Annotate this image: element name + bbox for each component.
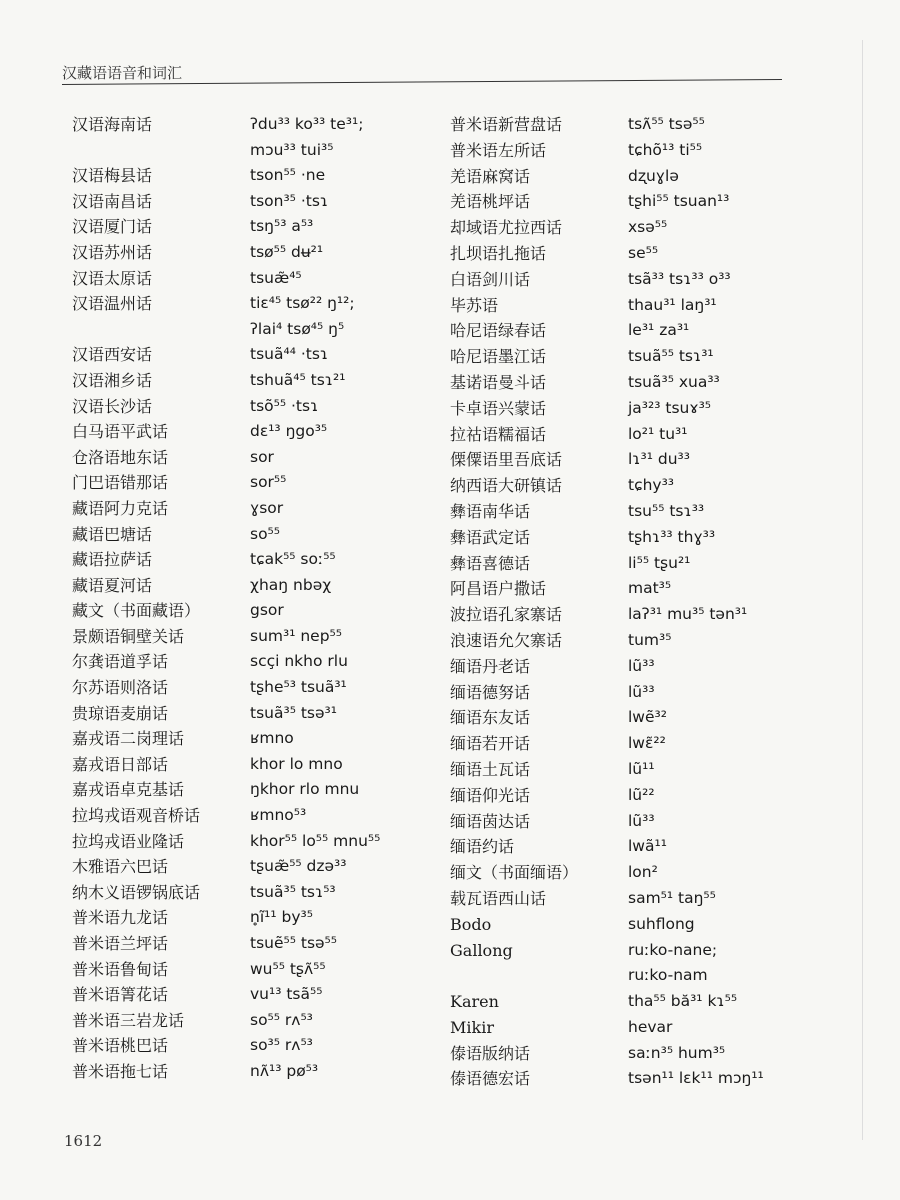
entry-row [72,854,452,880]
language-name: 拉坞戎语业隆话 [72,831,185,851]
entry-row [450,112,810,138]
word-form: tson⁵⁵ ·ne [250,166,326,185]
language-name: 汉语南昌话 [72,191,153,211]
entry-row [72,291,452,317]
word-form: tsø⁵⁵ dʉ²¹ [250,242,324,261]
language-name: 缅语约话 [450,837,515,857]
entry-row [450,1066,810,1092]
language-name: 普米语桃巴话 [72,1036,169,1056]
entry-row [72,752,452,778]
language-name: 汉语太原话 [72,268,153,288]
word-form: lwẽ³² [628,708,667,727]
word-form: lũ³³ [628,811,655,830]
language-name: 缅文（书面缅语） [450,863,579,883]
word-form: ʁmno [250,729,294,748]
language-name: 哈尼语绿春话 [450,321,547,341]
page-header: 汉藏语语音和词汇 [62,64,183,82]
language-name: 藏文（书面藏语） [72,601,201,621]
language-name: 普米语三岩龙话 [72,1010,185,1030]
entry-row [72,726,452,752]
language-name: 纳西语大研镇话 [450,476,563,496]
language-name: 傣语德宏话 [450,1069,531,1089]
language-name: 缅语德努话 [450,682,531,702]
language-name: 汉语苏州话 [72,242,153,262]
entry-row [450,164,810,190]
entry-row [450,963,810,989]
word-form: tsʌ̃⁵⁵ tsə⁵⁵ [628,115,705,133]
entry-row [450,576,810,602]
language-name: 浪速语允欠寨话 [450,630,563,650]
word-form: tsuẽ⁵⁵ tsə⁵⁵ [250,934,337,952]
word-form: lũ³³ [628,682,655,701]
word-form: tiɛ⁴⁵ tsø²² ŋ¹²; [250,294,355,313]
word-form: se⁵⁵ [628,243,659,262]
word-form: ruːko-nam [628,966,708,985]
entry-row [450,215,810,241]
word-form: tsŋ⁵³ a⁵³ [250,217,314,236]
entry-row [450,473,810,499]
language-name: 木雅语六巴话 [72,857,169,877]
entry-row [450,731,810,757]
language-name: 毕苏语 [450,295,499,315]
entry-row [72,1033,452,1059]
word-form: khor⁵⁵ lo⁵⁵ mnu⁵⁵ [250,831,381,850]
entry-row [450,783,810,809]
entry-row [72,317,452,343]
entry-row [450,705,810,731]
language-name: Mikir [450,1017,494,1037]
entry-row [72,905,452,931]
entry-row [72,803,452,829]
entry-row [450,422,810,448]
language-name: 普米语左所话 [450,140,547,160]
word-form: ʔdu³³ ko³³ te³¹; [250,115,364,133]
language-name: 扎坝语扎拖话 [450,243,547,263]
language-name: 载瓦语西山话 [450,888,547,908]
language-name: 门巴语错那话 [72,473,169,493]
entry-row [450,938,810,964]
language-name: 仓洛语地东话 [72,447,169,467]
entry-row [72,445,452,471]
word-form: vu¹³ tsã⁵⁵ [250,985,323,1004]
word-form: lũ²² [628,785,655,804]
language-name: 羌语桃坪话 [450,192,531,212]
language-name: 缅语茵达话 [450,811,531,831]
word-form: lwɛ̃²² [628,734,666,753]
word-form: tha⁵⁵ bă³¹ kɿ⁵⁵ [628,992,738,1011]
language-name: 普米语九龙话 [72,908,169,928]
entry-row [72,138,452,164]
entry-row [72,112,452,138]
word-form: tʂuæ̃⁵⁵ dzə³³ [250,857,347,876]
language-name: 普米语箐花话 [72,985,169,1005]
language-name: 景颇语铜壁关话 [72,626,185,646]
language-name: 汉语梅县话 [72,166,153,186]
language-name: 却域语尤拉西话 [450,218,563,238]
word-form: ɣsor [250,498,284,517]
word-form: sor [250,447,274,466]
word-form: hevar [628,1017,673,1036]
language-name: 纳木义语锣锅底话 [72,882,201,902]
word-form: sam⁵¹ taŋ⁵⁵ [628,888,716,907]
word-form: tsu⁵⁵ tsɿ³³ [628,501,705,520]
entry-row [72,1008,452,1034]
word-form: li⁵⁵ tʂu²¹ [628,553,691,572]
entry-row [72,880,452,906]
entry-row [72,547,452,573]
language-name: 贵琼语麦崩话 [72,703,169,723]
word-form: ruːko-nane; [628,940,718,959]
language-name: 彝语喜德话 [450,553,531,573]
entry-row [72,189,452,215]
word-form: n̥ĩ¹¹ by³⁵ [250,908,313,927]
entry-row [72,649,452,675]
language-name: 汉语厦门话 [72,217,153,237]
word-form: tsuã³⁵ tsə³¹ [250,703,337,722]
language-name: 傈僳语里吾底话 [450,450,563,470]
word-form: tsã³³ tsɿ³³ o³³ [628,269,731,288]
word-form: lɿ³¹ du³³ [628,450,690,469]
word-form: sum³¹ nep⁵⁵ [250,626,342,645]
word-form: mat³⁵ [628,579,672,598]
entry-row [450,293,810,319]
word-form: tsuæ̃⁴⁵ [250,268,302,287]
language-name: 彝语武定话 [450,527,531,547]
word-form: lũ¹¹ [628,759,655,778]
word-form: tsõ⁵⁵ ·tsɿ [250,396,319,415]
entry-row [72,214,452,240]
language-name: 藏语阿力克话 [72,498,169,518]
word-form: tɕhõ¹³ ti⁵⁵ [628,140,703,159]
word-form: lũ³³ [628,656,655,675]
word-form: tsuã⁵⁵ tsɿ³¹ [628,347,714,366]
entry-row [450,680,810,706]
entry-row [450,318,810,344]
word-form: nʌ̃¹³ pø⁵³ [250,1061,319,1080]
word-form: ʔlai⁴ tsø⁴⁵ ŋ⁵ [250,319,345,338]
word-form: χhaŋ nbəχ [250,575,332,594]
entry-row [72,701,452,727]
language-name: 汉语西安话 [72,345,153,365]
entry-row [72,342,452,368]
language-name: 彝语南华话 [450,501,531,521]
page-number: 1612 [64,1132,103,1150]
entry-row [450,344,810,370]
entry-row [450,602,810,628]
word-form: tson³⁵ ·tsɿ [250,191,329,210]
language-name: 羌语麻窝话 [450,166,531,186]
entry-row [72,982,452,1008]
word-form: tum³⁵ [628,630,672,649]
word-form: tsuã⁴⁴ ·tsɿ [250,345,329,364]
language-name: 卡卓语兴蒙话 [450,398,547,418]
right-column [450,112,810,1092]
entry-row [450,1015,810,1041]
language-name: 藏语夏河话 [72,575,153,595]
entry-row [450,551,810,577]
language-name: 基诺语曼斗话 [450,372,547,392]
word-form: khor lo mno [250,754,343,773]
language-name: 普米语新营盘话 [450,115,563,134]
word-form: scçi nkho rlu [250,652,348,671]
language-name: 波拉语孔家寨话 [450,605,563,625]
entry-row [72,163,452,189]
word-form: tsuã³⁵ tsɿ⁵³ [250,882,336,901]
word-form: dɛ¹³ ŋgo³⁵ [250,422,328,441]
entry-row [450,447,810,473]
language-name: 白马语平武话 [72,422,169,442]
word-form: wu⁵⁵ tʂʌ̃⁵⁵ [250,959,326,978]
language-name: 汉语温州话 [72,294,153,314]
language-name: 汉语长沙话 [72,396,153,416]
entry-row [72,829,452,855]
word-form: mɔu³³ tui³⁵ [250,140,334,159]
entry-row [450,989,810,1015]
word-form: tʂhɿ³³ thɣ³³ [628,527,716,546]
word-form: dʐuɣlə [628,166,679,185]
word-form: ja³²³ tsuɤ³⁵ [628,398,712,417]
word-form: tsən¹¹ lɛk¹¹ mɔŋ¹¹ [628,1069,764,1088]
word-form: tʂhe⁵³ tsuã³¹ [250,678,347,697]
word-form: ʁmno⁵³ [250,806,307,825]
language-name: 藏语巴塘话 [72,524,153,544]
word-form: suhflong [628,914,695,933]
entry-row [450,886,810,912]
language-name: Bodo [450,914,492,934]
language-name: 阿昌语户撒话 [450,579,547,599]
entry-row [450,860,810,886]
word-form: so⁵⁵ [250,524,280,543]
word-form: sor⁵⁵ [250,473,287,492]
language-name: Karen [450,992,499,1012]
word-form: lwã¹¹ [628,837,667,856]
entry-row [72,1059,452,1085]
language-name: 缅语仰光话 [450,785,531,805]
entry-row [72,470,452,496]
word-form: tsuã³⁵ xua³³ [628,372,720,391]
language-name: 嘉戎语卓克基话 [72,780,185,800]
word-form: le³¹ za³¹ [628,321,690,340]
language-name: 缅语丹老话 [450,656,531,676]
entry-row [72,598,452,624]
word-form: tɕak⁵⁵ soː⁵⁵ [250,550,336,569]
language-name: 普米语鲁甸话 [72,959,169,979]
language-name: 缅语东友话 [450,708,531,728]
language-name: 缅语土瓦话 [450,759,531,779]
word-form: so³⁵ rʌ⁵³ [250,1036,313,1055]
language-name: 傣语版纳话 [450,1043,531,1063]
word-form: saːn³⁵ hum³⁵ [628,1043,726,1062]
entry-row [72,777,452,803]
word-form: so⁵⁵ rʌ⁵³ [250,1010,313,1029]
entry-row [72,496,452,522]
entry-row [72,624,452,650]
entry-row [450,370,810,396]
entry-row [450,267,810,293]
entry-row [450,138,810,164]
word-form: tshuã⁴⁵ tsɿ²¹ [250,370,346,389]
entry-row [450,757,810,783]
entry-row [450,396,810,422]
entry-row [72,419,452,445]
language-name: 普米语兰坪话 [72,934,169,953]
entry-row [72,522,452,548]
entry-row [72,240,452,266]
entry-row [450,834,810,860]
language-name: 藏语拉萨话 [72,550,153,570]
language-name: 拉坞戎语观音桥话 [72,806,201,826]
entry-row [72,957,452,983]
language-name: Gallong [450,940,513,960]
entry-row [450,525,810,551]
word-form: ŋkhor rlo mnu [250,780,360,799]
entry-row [450,628,810,654]
language-name: 嘉戎语二岗理话 [72,729,185,749]
language-name: 尔龚语道孚话 [72,652,169,672]
left-column [72,112,452,1085]
entry-row [450,654,810,680]
word-form: thau³¹ laŋ³¹ [628,295,717,314]
page-edge-line [862,40,863,1140]
language-name: 汉语海南话 [72,115,153,134]
entry-row [72,368,452,394]
word-form: gsor [250,601,284,620]
language-name: 拉祜语糯福话 [450,424,547,444]
language-name: 尔苏语则洛话 [72,678,169,698]
word-form: tʂhi⁵⁵ tsuan¹³ [628,192,730,211]
language-name: 缅语若开话 [450,734,531,754]
word-form: lo²¹ tu³¹ [628,424,688,443]
entry-row [450,1041,810,1067]
language-name: 嘉戎语日部话 [72,754,169,774]
entry-row [72,266,452,292]
language-name: 汉语湘乡话 [72,370,153,390]
word-form: lon² [628,863,658,882]
entry-row [72,573,452,599]
entry-row [72,394,452,420]
word-form: xsə⁵⁵ [628,218,668,237]
entry-row [450,809,810,835]
language-name: 普米语拖七话 [72,1061,169,1081]
language-name: 哈尼语墨江话 [450,347,547,367]
entry-row [450,189,810,215]
entry-row [450,241,810,267]
word-form: tɕhy³³ [628,476,675,495]
word-form: laʔ³¹ mu³⁵ tən³¹ [628,605,748,624]
entry-row [72,675,452,701]
entry-row [450,499,810,525]
language-name: 白语剑川话 [450,269,531,289]
entry-row [72,931,452,957]
entry-row [450,912,810,938]
